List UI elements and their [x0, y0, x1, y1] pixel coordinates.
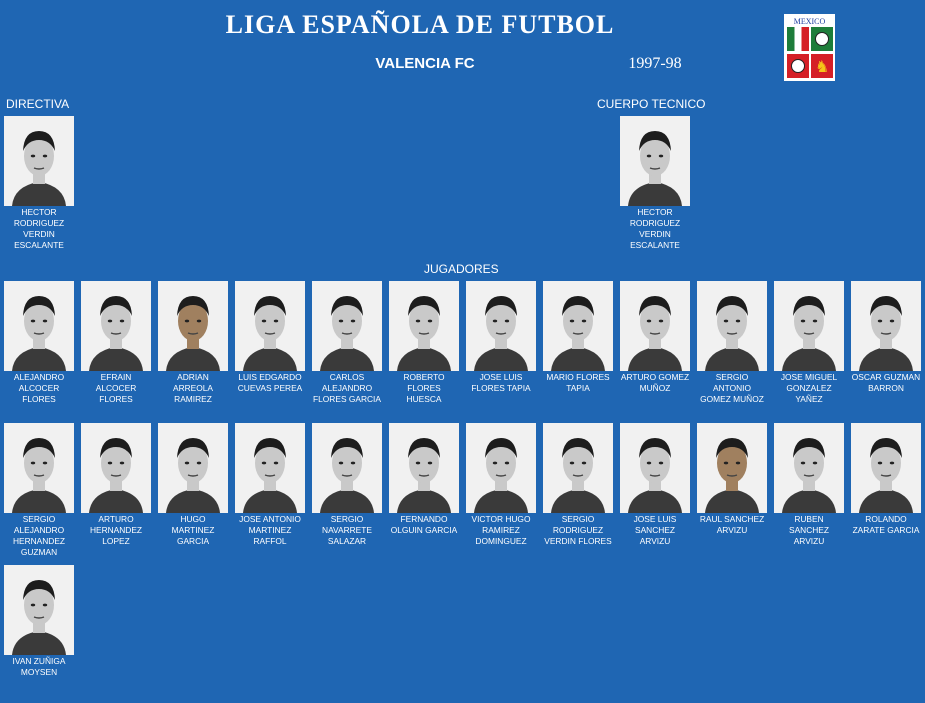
person-name: ADRIAN ARREOLA RAMIREZ	[172, 372, 214, 404]
person-card	[774, 423, 844, 547]
person-photo	[697, 423, 767, 513]
person-photo	[620, 423, 690, 513]
person-name: SERGIO RODRIGUEZ VERDIN FLORES	[544, 514, 612, 546]
person-name: IVAN ZUÑIGA MOYSEN	[12, 656, 66, 677]
person-name: VICTOR HUGO RAMIREZ DOMINGUEZ	[471, 514, 531, 546]
person-name: ARTURO HERNANDEZ LOPEZ	[89, 514, 143, 546]
person-card	[158, 423, 228, 547]
person-photo	[543, 281, 613, 371]
person-card	[312, 281, 382, 405]
person-card	[81, 423, 151, 547]
person-name: EFRAIN ALCOCER FLORES	[95, 372, 137, 404]
person-photo	[158, 423, 228, 513]
person-name: HECTOR RODRIGUEZ VERDIN ESCALANTE	[13, 207, 65, 250]
person-name: SERGIO ALEJANDRO HERNANDEZ GUZMAN	[12, 514, 66, 557]
flag-quadrant	[811, 27, 833, 51]
person-photo	[389, 281, 459, 371]
flag-quadrant	[787, 27, 809, 51]
person-name: ROLANDO ZARATE GARCIA	[852, 514, 920, 535]
person-photo	[235, 281, 305, 371]
soccer-ball-icon	[815, 32, 829, 46]
person-photo	[774, 423, 844, 513]
person-card	[466, 281, 536, 394]
person-card	[235, 281, 305, 394]
person-name: LUIS EDGARDO CUEVAS PEREA	[237, 372, 303, 393]
person-card	[774, 281, 844, 405]
person-card	[620, 116, 690, 251]
person-photo	[4, 281, 74, 371]
person-name: RUBEN SANCHEZ ARVIZU	[788, 514, 830, 546]
person-photo	[389, 423, 459, 513]
person-card	[543, 423, 613, 547]
person-photo	[4, 116, 74, 206]
season: 1997-98	[628, 55, 682, 72]
person-name: SERGIO ANTONIO GOMEZ MUÑOZ	[700, 372, 764, 404]
person-name: ROBERTO FLORES HUESCA	[403, 372, 445, 404]
person-card	[466, 423, 536, 547]
lion-icon: ♞	[815, 59, 830, 76]
team-name: VALENCIA FC	[375, 55, 475, 72]
person-photo	[312, 423, 382, 513]
person-name: ALEJANDRO ALCOCER FLORES	[13, 372, 65, 404]
person-name: HECTOR RODRIGUEZ VERDIN ESCALANTE	[629, 207, 681, 250]
person-photo	[851, 423, 921, 513]
person-card	[543, 281, 613, 394]
person-name: JOSE LUIS SANCHEZ ARVIZU	[633, 514, 677, 546]
person-name: JOSE LUIS FLORES TAPIA	[471, 372, 531, 393]
person-photo	[312, 281, 382, 371]
person-name: JOSE ANTONIO MARTINEZ RAFFOL	[239, 514, 301, 546]
person-card	[4, 565, 74, 678]
person-name: FERNANDO OLGUIN GARCIA	[390, 514, 458, 535]
mexico-flag-logo	[784, 14, 835, 81]
person-name: ARTURO GOMEZ MUÑOZ	[620, 372, 690, 393]
person-photo	[543, 423, 613, 513]
person-name: RAUL SANCHEZ ARVIZU	[699, 514, 765, 535]
person-card	[158, 281, 228, 405]
person-photo	[697, 281, 767, 371]
person-photo	[466, 423, 536, 513]
page-title: LIGA ESPAÑOLA DE FUTBOL	[225, 10, 615, 39]
flag-quadrant	[787, 54, 809, 78]
person-photo	[4, 565, 74, 655]
section-jugadores: JUGADORES	[424, 262, 499, 276]
person-card	[851, 423, 921, 536]
person-card	[81, 281, 151, 405]
person-name: JOSE MIGUEL GONZALEZ YAÑEZ	[780, 372, 838, 404]
person-card	[620, 281, 690, 394]
person-photo	[466, 281, 536, 371]
person-card	[697, 281, 767, 405]
person-name: HUGO MARTINEZ GARCIA	[171, 514, 215, 546]
person-photo	[81, 423, 151, 513]
person-photo	[235, 423, 305, 513]
person-photo	[158, 281, 228, 371]
flag-quadrant	[811, 54, 833, 78]
person-card	[235, 423, 305, 547]
person-photo	[851, 281, 921, 371]
person-photo	[4, 423, 74, 513]
person-name: CARLOS ALEJANDRO FLORES GARCIA	[313, 372, 381, 404]
person-photo	[620, 116, 690, 206]
person-card	[312, 423, 382, 547]
flag-label: MEXICO	[793, 17, 826, 26]
person-photo	[81, 281, 151, 371]
section-cuerpo-tecnico: CUERPO TECNICO	[597, 97, 706, 111]
section-directiva: DIRECTIVA	[6, 97, 70, 111]
person-name: SERGIO NAVARRETE SALAZAR	[322, 514, 372, 546]
person-name: MARIO FLORES TAPIA	[546, 372, 610, 393]
person-card	[620, 423, 690, 547]
person-card	[4, 423, 74, 558]
person-name: OSCAR GUZMAN BARRON	[851, 372, 921, 393]
person-photo	[620, 281, 690, 371]
person-card	[389, 423, 459, 536]
person-card	[697, 423, 767, 536]
person-card	[389, 281, 459, 405]
soccer-ball-icon	[791, 59, 805, 73]
person-card	[4, 116, 74, 251]
person-photo	[774, 281, 844, 371]
person-card	[851, 281, 921, 394]
person-card	[4, 281, 74, 405]
